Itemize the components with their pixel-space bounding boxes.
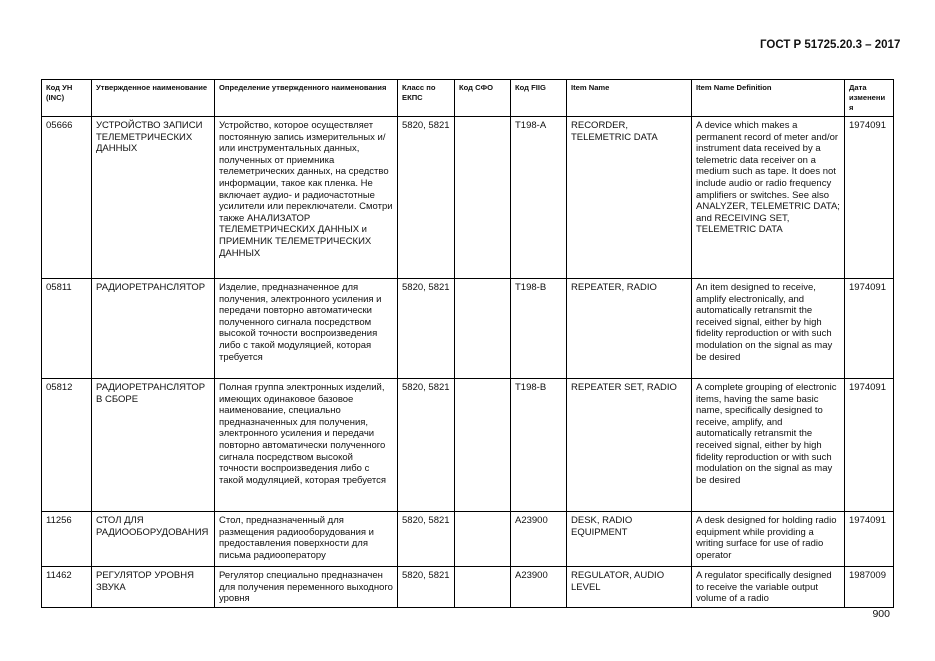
- cell-fiig: T198-B: [511, 379, 567, 512]
- column-header-fiig: Код FIIG: [511, 80, 567, 117]
- cell-item-name: REGULATOR, AUDIO LEVEL: [567, 567, 692, 608]
- page-number: 900: [872, 608, 890, 620]
- cell-approved-name: УСТРОЙСТВО ЗАПИСИ ТЕЛЕМЕТРИЧЕСКИХ ДАННЫХ: [92, 117, 215, 279]
- column-header-inc: Код УН (INC): [42, 80, 92, 117]
- cell-fiig: A23900: [511, 512, 567, 567]
- cell-change-date: 1974091: [845, 279, 894, 379]
- table-row: [42, 512, 894, 567]
- column-header-class: Класс по ЕКПС: [398, 80, 455, 117]
- cell-inc: 11256: [42, 512, 92, 567]
- cell-class: 5820, 5821: [398, 379, 455, 512]
- cell-sfo: [455, 512, 511, 567]
- standard-code: ГОСТ Р 51725.20.3 – 2017: [760, 39, 901, 51]
- cell-definition-ru: Стол, предназначенный для размещения радиооборудования и предоставления поверхности для письма радиооператору: [215, 512, 398, 567]
- cell-approved-name: РЕГУЛЯТОР УРОВНЯ ЗВУКА: [92, 567, 215, 608]
- cell-sfo: [455, 567, 511, 608]
- cell-item-name-definition: An item designed to receive, amplify electronically, and automatically retransmit the received signal, either by high fidelity reproduction or with such modulation on the signal as may be desired: [692, 279, 845, 379]
- cell-item-name: RECORDER, TELEMETRIC DATA: [567, 117, 692, 279]
- table-header-row: [42, 80, 894, 117]
- cell-inc: 05811: [42, 279, 92, 379]
- cell-approved-name: РАДИОРЕТРАНСЛЯТОР: [92, 279, 215, 379]
- cell-inc: 05812: [42, 379, 92, 512]
- item-names-table: [41, 79, 894, 608]
- column-header-item-name: Item Name: [567, 80, 692, 117]
- cell-change-date: 1987009: [845, 567, 894, 608]
- table-row: [42, 567, 894, 608]
- cell-item-name-definition: A desk designed for holding radio equipment while providing a writing surface for use of radio operator: [692, 512, 845, 567]
- column-header-change-date: Дата изменения: [845, 80, 894, 117]
- cell-item-name-definition: A regulator specifically designed to receive the variable output volume of a radio: [692, 567, 845, 608]
- cell-change-date: 1974091: [845, 379, 894, 512]
- column-header-definition-ru: Определение утвержденного наименования: [215, 80, 398, 117]
- cell-class: 5820, 5821: [398, 279, 455, 379]
- cell-sfo: [455, 379, 511, 512]
- column-header-item-name-definition: Item Name Definition: [692, 80, 845, 117]
- cell-class: 5820, 5821: [398, 117, 455, 279]
- cell-approved-name: СТОЛ ДЛЯ РАДИООБОРУДОВАНИЯ: [92, 512, 215, 567]
- cell-item-name: REPEATER, RADIO: [567, 279, 692, 379]
- cell-sfo: [455, 117, 511, 279]
- cell-class: 5820, 5821: [398, 567, 455, 608]
- cell-inc: 11462: [42, 567, 92, 608]
- cell-fiig: T198-A: [511, 117, 567, 279]
- cell-change-date: 1974091: [845, 117, 894, 279]
- cell-item-name: REPEATER SET, RADIO: [567, 379, 692, 512]
- cell-item-name: DESK, RADIO EQUIPMENT: [567, 512, 692, 567]
- cell-fiig: A23900: [511, 567, 567, 608]
- cell-sfo: [455, 279, 511, 379]
- table-row: [42, 379, 894, 512]
- cell-fiig: T198-B: [511, 279, 567, 379]
- table-row: [42, 117, 894, 279]
- cell-definition-ru: Регулятор специально предназначен для получения переменного выходного уровня: [215, 567, 398, 608]
- cell-class: 5820, 5821: [398, 512, 455, 567]
- cell-change-date: 1974091: [845, 512, 894, 567]
- cell-item-name-definition: A complete grouping of electronic items, having the same basic name, specifically designed to receive, amplify, and automatically retransmit the received signal, either by high fidelity reproduction or with such modulation on the signal as may be desired: [692, 379, 845, 512]
- cell-definition-ru: Изделие, предназначенное для получения, электронного усиления и передачи повторно автоматически полученного сигнала посредством высокой точности воспроизведения либо с такой модуляцией, которая требуется: [215, 279, 398, 379]
- column-header-approved-name: Утвержденное наименование: [92, 80, 215, 117]
- cell-definition-ru: Полная группа электронных изделий, имеющих одинаковое базовое наименование, специально предназначенных для получения, электронного усиления и передачи повторно автоматически полученного сигнала посредством высокой точности воспроизведения либо с такой модуляцией, которая требуется: [215, 379, 398, 512]
- cell-definition-ru: Устройство, которое осуществляет постоянную запись измерительных и/или инструментальных данных, полученных от приемника телеметрических данных, на средство информации, такое как пленка. Не включает аудио- и радиочастотные усилители или переключатели. Смотри также АНАЛИЗАТОР ТЕЛЕМЕТРИЧЕСКИХ ДАННЫХ и ПРИЕМНИК ТЕЛЕМЕТРИЧЕСКИХ ДАННЫХ: [215, 117, 398, 279]
- cell-item-name-definition: A device which makes a permanent record of meter and/or instrument data received by a telemetric data receiver on a medium such as tape. It does not include audio or radio frequency amplifiers or switches. See also ANALYZER, TELEMETRIC DATA; and RECEIVING SET, TELEMETRIC DATA: [692, 117, 845, 279]
- column-header-sfo: Код СФО: [455, 80, 511, 117]
- cell-approved-name: РАДИОРЕТРАНСЛЯТОР В СБОРЕ: [92, 379, 215, 512]
- cell-inc: 05666: [42, 117, 92, 279]
- table-row: [42, 279, 894, 379]
